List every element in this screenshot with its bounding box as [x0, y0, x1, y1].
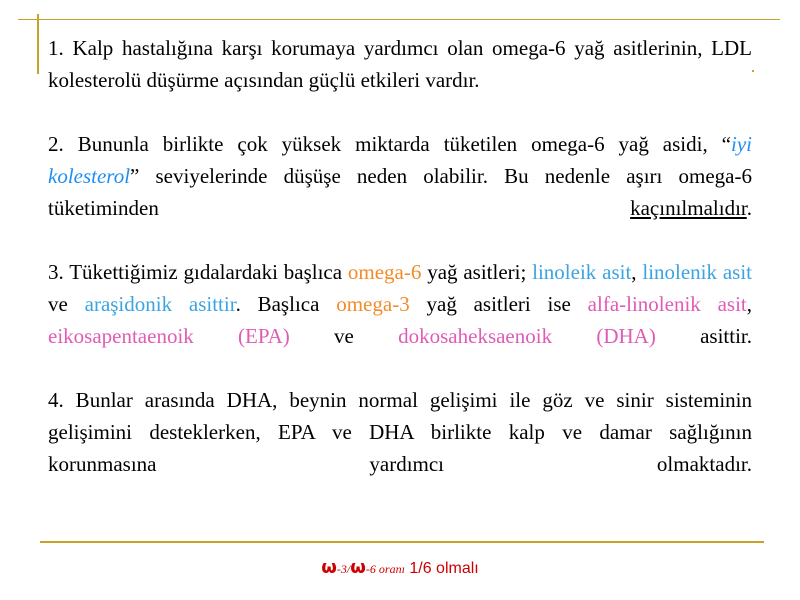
p3-text-7: , — [746, 292, 752, 316]
paragraph-2 — [48, 128, 752, 224]
paragraph-1: 1. Kalp hastalığına karşı korumaya yardımcı olan omega-6 yağ asitlerinin, LDL kolesterolü düşürme açısından güçlü etkileri vardır. — [48, 36, 752, 92]
decorative-dot — [752, 70, 754, 72]
slide-body — [48, 32, 752, 480]
paragraph-2-text-b: ” seviyelerinde düşüşe neden olabilir. Bu nedenle aşırı omega-6 tüketiminden — [48, 164, 752, 220]
p3-text-3: , — [631, 260, 643, 284]
kacinilmalidir-underlined: kaçınılmalıdır — [630, 196, 747, 220]
arasidonik-asit-term: araşidonik asittir — [84, 292, 236, 316]
slide-bottom-line — [40, 541, 764, 543]
paragraph-3 — [48, 256, 752, 352]
slide-top-line — [18, 19, 780, 20]
p3-text-1: 3. Tükettiğimiz gıdalardaki başlıca — [48, 260, 348, 284]
linolenik-asit-term: linolenik asit — [642, 260, 752, 284]
omega-6-ratio-label: -6 oranı — [365, 562, 405, 576]
p3-text-5: . Başlıca — [235, 292, 337, 316]
omega-6-term: omega-6 — [347, 260, 422, 284]
ratio-value-text: 1/6 olmalı — [404, 560, 479, 577]
p3-text-4: ve — [48, 292, 85, 316]
omega-symbol-2: ω — [350, 557, 366, 578]
epa-term: eikosapentaenoik (EPA) — [48, 324, 290, 348]
p3-text-2: yağ asitleri; — [421, 260, 533, 284]
omega-symbol-1: ω — [321, 557, 337, 578]
alfa-linolenik-term: alfa-linolenik asit — [587, 292, 747, 316]
omega-3-label: -3/ — [336, 562, 351, 576]
iyi-kolesterol-term: iyi kolesterol — [48, 132, 752, 188]
dha-term: dokosaheksaenoik (DHA) — [398, 324, 656, 348]
paragraph-2-period: . — [746, 196, 752, 220]
p3-text-9: asittir. — [655, 324, 752, 348]
paragraph-2-text-a: 2. Bununla birlikte çok yüksek miktarda tüketilen omega-6 yağ asidi, “ — [48, 132, 731, 156]
p3-text-8: ve — [289, 324, 399, 348]
p3-text-6: yağ asitleri ise — [409, 292, 588, 316]
slide-corner-line — [37, 14, 39, 74]
paragraph-4: 4. Bunlar arasında DHA, beynin normal gelişimi ile göz ve sinir sisteminin gelişimini desteklerken, EPA ve DHA birlikte kalp ve damar sağlığının korunmasına yardımcı olmaktadır. — [48, 388, 752, 476]
omega-3-term: omega-3 — [336, 292, 410, 316]
omega-ratio-note — [0, 557, 800, 578]
linoleik-asit-term: linoleik asit — [532, 260, 632, 284]
